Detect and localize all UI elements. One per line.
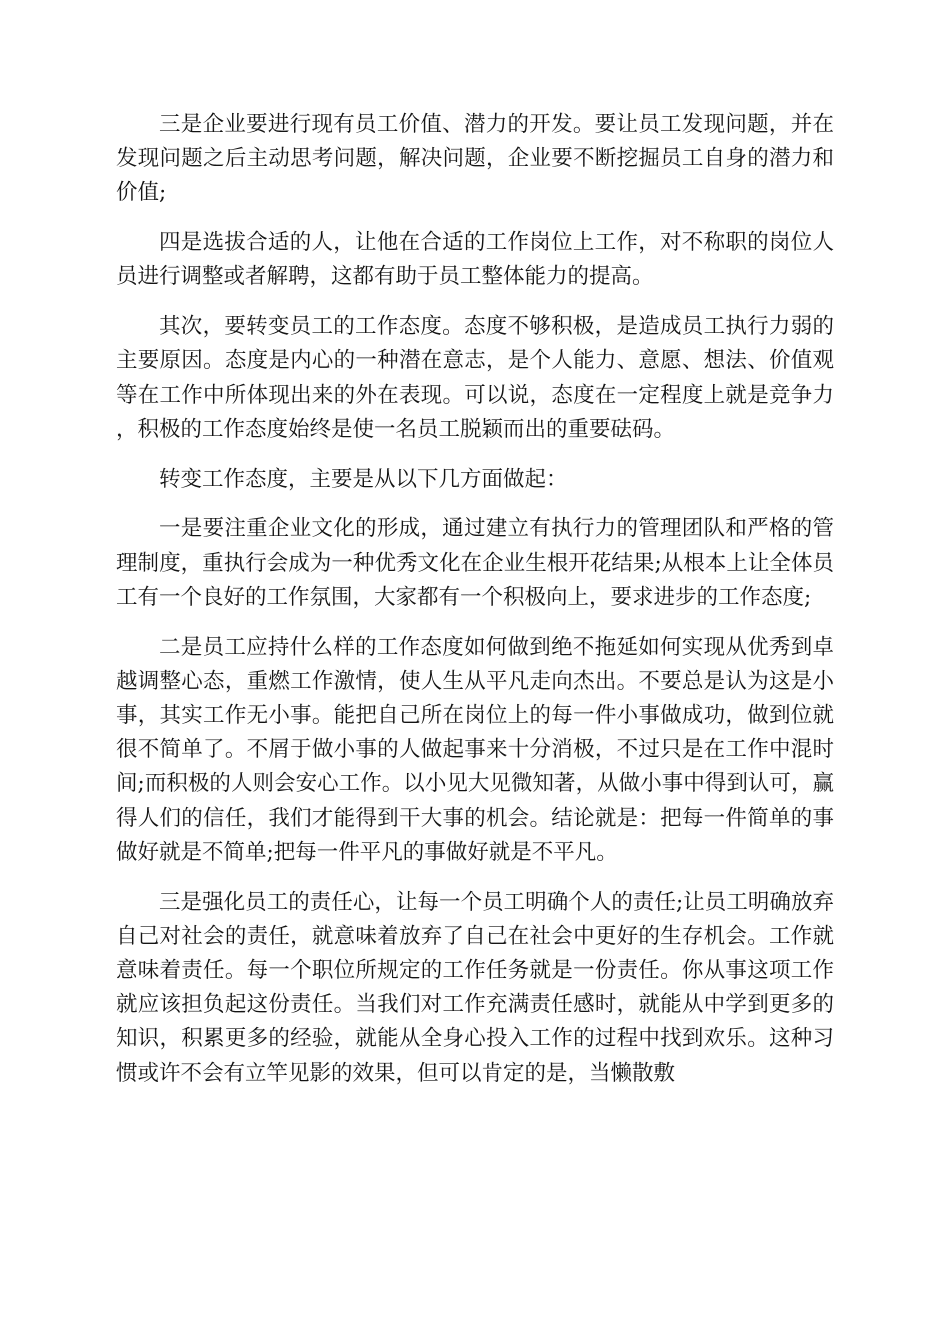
document-page bbox=[116, 108, 834, 1106]
paragraph: 三是强化员工的责任心，让每一个员工明确个人的责任;让员工明确放弃自己对社会的责任，就意味着放弃了自己在社会中更好的生存机会。工作就意味着责任。每一个职位所规定的工作任务就是一份责任。你从事这项工作就应该担负起这份责任。当我们对工作充满责任感时，就能从中学到更多的知识，积累更多的经验，就能从全身心投入工作的过程中找到欢乐。这种习惯或许不会有立竿见影的效果，但可以肯定的是，当懒散敷 bbox=[116, 889, 834, 1086]
paragraph: 转变工作态度，主要是从以下几方面做起： bbox=[159, 466, 568, 492]
paragraph: 三是企业要进行现有员工价值、潜力的开发。要让员工发现问题，并在发现问题之后主动思考问题，解决问题，企业要不断挖掘员工自身的潜力和价值; bbox=[116, 112, 834, 206]
paragraph: 一是要注重企业文化的形成，通过建立有执行力的管理团队和严格的管理制度，重执行会成为一种优秀文化在企业生根开花结果;从根本上让全体员工有一个良好的工作氛围，大家都有一个积极向上，要求进步的工作态度; bbox=[116, 516, 834, 610]
paragraph: 二是员工应持什么样的工作态度如何做到绝不拖延如何实现从优秀到卓越调整心态，重燃工作激情，使人生从平凡走向杰出。不要总是认为这是小事，其实工作无小事。能把自己所在岗位上的每一件小事做成功，做到位就很不简单了。不屑于做小事的人做起事来十分消极，不过只是在工作中混时间;而积极的人则会安心工作。以小见大见微知著，从做小事中得到认可，赢得人们的信任，我们才能得到干大事的机会。结论就是：把每一件简单的事做好就是不简单;把每一件平凡的事做好就是不平凡。 bbox=[116, 634, 834, 865]
paragraph: 四是选拔合适的人，让他在合适的工作岗位上工作，对不称职的岗位人员进行调整或者解聘，这都有助于员工整体能力的提高。 bbox=[116, 230, 834, 290]
paragraph: 其次，要转变员工的工作态度。态度不够积极，是造成员工执行力弱的主要原因。态度是内心的一种潜在意志，是个人能力、意愿、想法、价值观等在工作中所体现出来的外在表现。可以说，态度在一定程度上就是竞争力，积极的工作态度始终是使一名员工脱颖而出的重要砝码。 bbox=[116, 314, 834, 442]
